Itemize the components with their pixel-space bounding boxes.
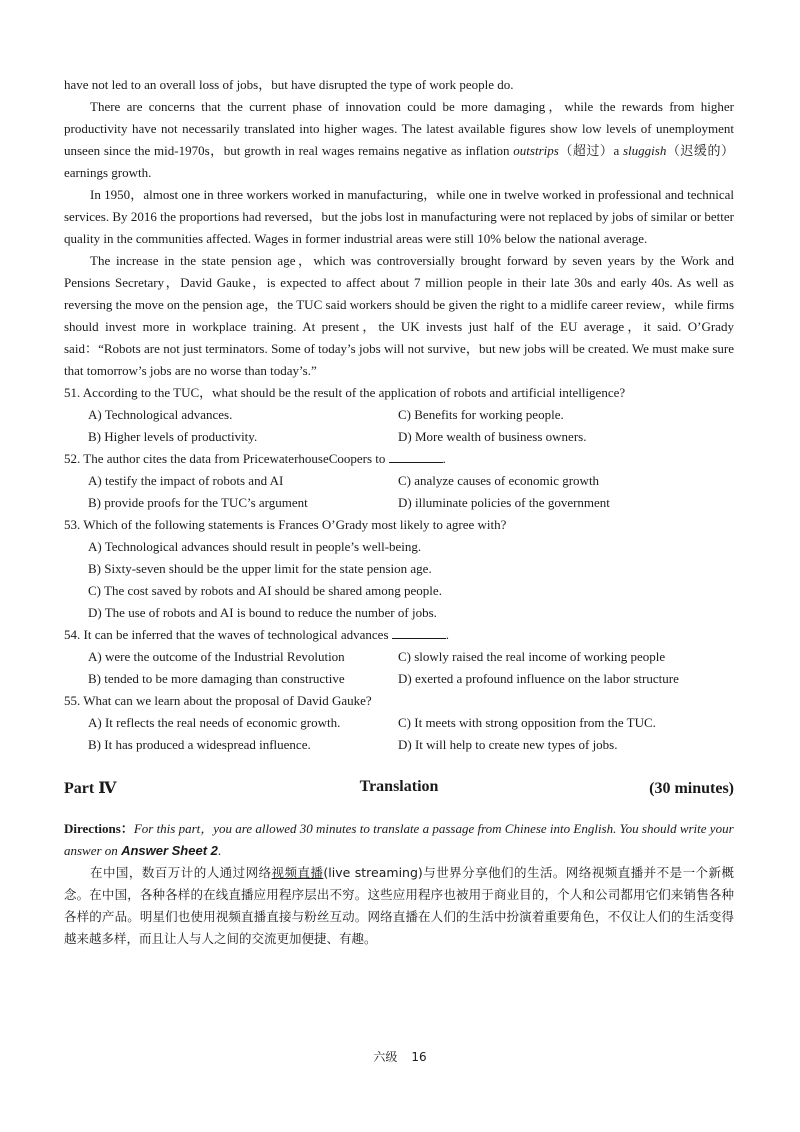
option-a[interactable]: A) Technological advances should result in people’s well-being.	[88, 539, 422, 554]
question-stem: 52. The author cites the data from PricewaterhouseCoopers to .	[64, 451, 446, 466]
question-stem: 54. It can be inferred that the waves of technological advances .	[64, 627, 449, 642]
question-stem: 51. According to the TUC，what should be the result of the application of robots and artificial intelligence?	[64, 385, 626, 400]
gloss-sluggish: （迟缓的）earnings growth.	[64, 143, 734, 180]
part-title: Translation	[359, 778, 439, 795]
question-54	[64, 624, 734, 690]
option-a[interactable]: A) It reflects the real needs of economic growth.	[88, 715, 341, 730]
question-51	[64, 382, 734, 448]
passage-paragraph-1	[64, 96, 734, 184]
answer-blank	[389, 450, 443, 463]
vocab-sluggish: sluggish	[623, 143, 667, 158]
directions-text: For this part，you are allowed 30 minutes to translate a passage from Chinese into English. You should write your answer on	[64, 821, 734, 858]
question-stem: 53. Which of the following statements is Frances O’Grady most likely to agree with?	[64, 517, 507, 532]
part-header	[64, 778, 734, 798]
option-d[interactable]: D) The use of robots and AI is bound to reduce the number of jobs.	[88, 605, 437, 620]
translation-passage: 在中国，数百万计的人通过网络视频直播(live streaming)与世界分享他们的生活。网络视频直播并不是一个新概念。在中国，各种各样的在线直播应用程序层出不穷。这些应用程序也被用于商业目的，个人和公司都用它们来销售各种各样的产品。明星们也使用视频直播直接与粉丝互动。网络直播在人们的生活中扮演着重要角色，不仅让人们的生活变得越来越多样，而且让人与人之间的交流更加便捷、有趣。	[64, 865, 734, 946]
option-c[interactable]: C) Benefits for working people.	[398, 407, 564, 422]
question-53	[64, 514, 734, 624]
exam-page	[64, 74, 734, 950]
option-a[interactable]: A) were the outcome of the Industrial Revolution	[88, 649, 345, 664]
passage-paragraph-2: In 1950，almost one in three workers worked in manufacturing，while one in twelve worked in professional and technical services. By 2016 the proportions had reversed，but the jobs lost in manufacturing were not replaced by jobs of similar or better quality in the communities affected. Wages in former industrial areas were still 10% below the national average.	[64, 187, 734, 246]
part-label: Part Ⅳ	[64, 780, 117, 797]
gloss-outstrips: （超过）a	[558, 143, 620, 158]
option-b[interactable]: B) Higher levels of productivity.	[88, 429, 258, 444]
answer-blank	[392, 626, 446, 639]
option-d[interactable]: D) It will help to create new types of jobs.	[398, 737, 618, 752]
option-c[interactable]: C) The cost saved by robots and AI should be shared among people.	[88, 583, 442, 598]
p1-text: There are concerns that the current phase of innovation could be more damaging，while the rewards from higher productivity have not necessarily translated into higher wages. The latest available figures show low levels of unemployment unseen since the mid-1970s，but growth in real wages remains negative as inflation	[64, 99, 734, 158]
option-c[interactable]: C) It meets with strong opposition from the TUC.	[398, 715, 656, 730]
directions: Directions：For this part，you are allowed 30 minutes to translate a passage from Chinese into English. You should write your answer on Answer Sheet 2.	[64, 821, 734, 858]
part-time: (30 minutes)	[649, 780, 734, 797]
page-footer	[0, 1048, 800, 1065]
option-c[interactable]: C) analyze causes of economic growth	[398, 473, 600, 488]
option-d[interactable]: D) More wealth of business owners.	[398, 429, 587, 444]
option-a[interactable]: A) testify the impact of robots and AI	[88, 473, 284, 488]
passage-paragraph-0: have not led to an overall loss of jobs，but have disrupted the type of work people do.	[64, 77, 514, 92]
option-a[interactable]: A) Technological advances.	[88, 407, 233, 422]
option-b[interactable]: B) provide proofs for the TUC’s argument	[88, 495, 308, 510]
question-55	[64, 690, 734, 756]
underlined-term: 视频直播	[271, 865, 324, 880]
option-b[interactable]: B) tended to be more damaging than constructive	[88, 671, 345, 686]
exam-level-label: 六级	[373, 1050, 398, 1064]
vocab-outstrips: outstrips	[513, 143, 559, 158]
option-d[interactable]: D) exerted a profound influence on the labor structure	[398, 671, 679, 686]
question-52	[64, 448, 734, 514]
option-b[interactable]: B) It has produced a widespread influence.	[88, 737, 311, 752]
option-b[interactable]: B) Sixty-seven should be the upper limit for the state pension age.	[88, 561, 432, 576]
option-d[interactable]: D) illuminate policies of the government	[398, 495, 610, 510]
option-c[interactable]: C) slowly raised the real income of working people	[398, 649, 666, 664]
directions-label: Directions：	[64, 821, 134, 836]
question-stem: 55. What can we learn about the proposal of David Gauke?	[64, 693, 372, 708]
answer-sheet-ref: Answer Sheet 2	[121, 843, 218, 858]
passage-paragraph-3: The increase in the state pension age，which was controversially brought forward by seven years by the Work and Pensions Secretary，David Gauke，is expected to affect about 7 million people in their late 30s and early 40s. As well as reversing the move on the pension age，the TUC said workers should be given the right to a midlife career review，while firms should invest more in workplace training. At present，the UK invests just half of the EU average，it said. O’Grady said：“Robots are not just terminators. Some of today’s jobs will not survive，but new jobs will be created. We must make sure that tomorrow’s jobs are no worse than today’s.”	[64, 253, 734, 378]
page-number: 16	[411, 1050, 427, 1064]
